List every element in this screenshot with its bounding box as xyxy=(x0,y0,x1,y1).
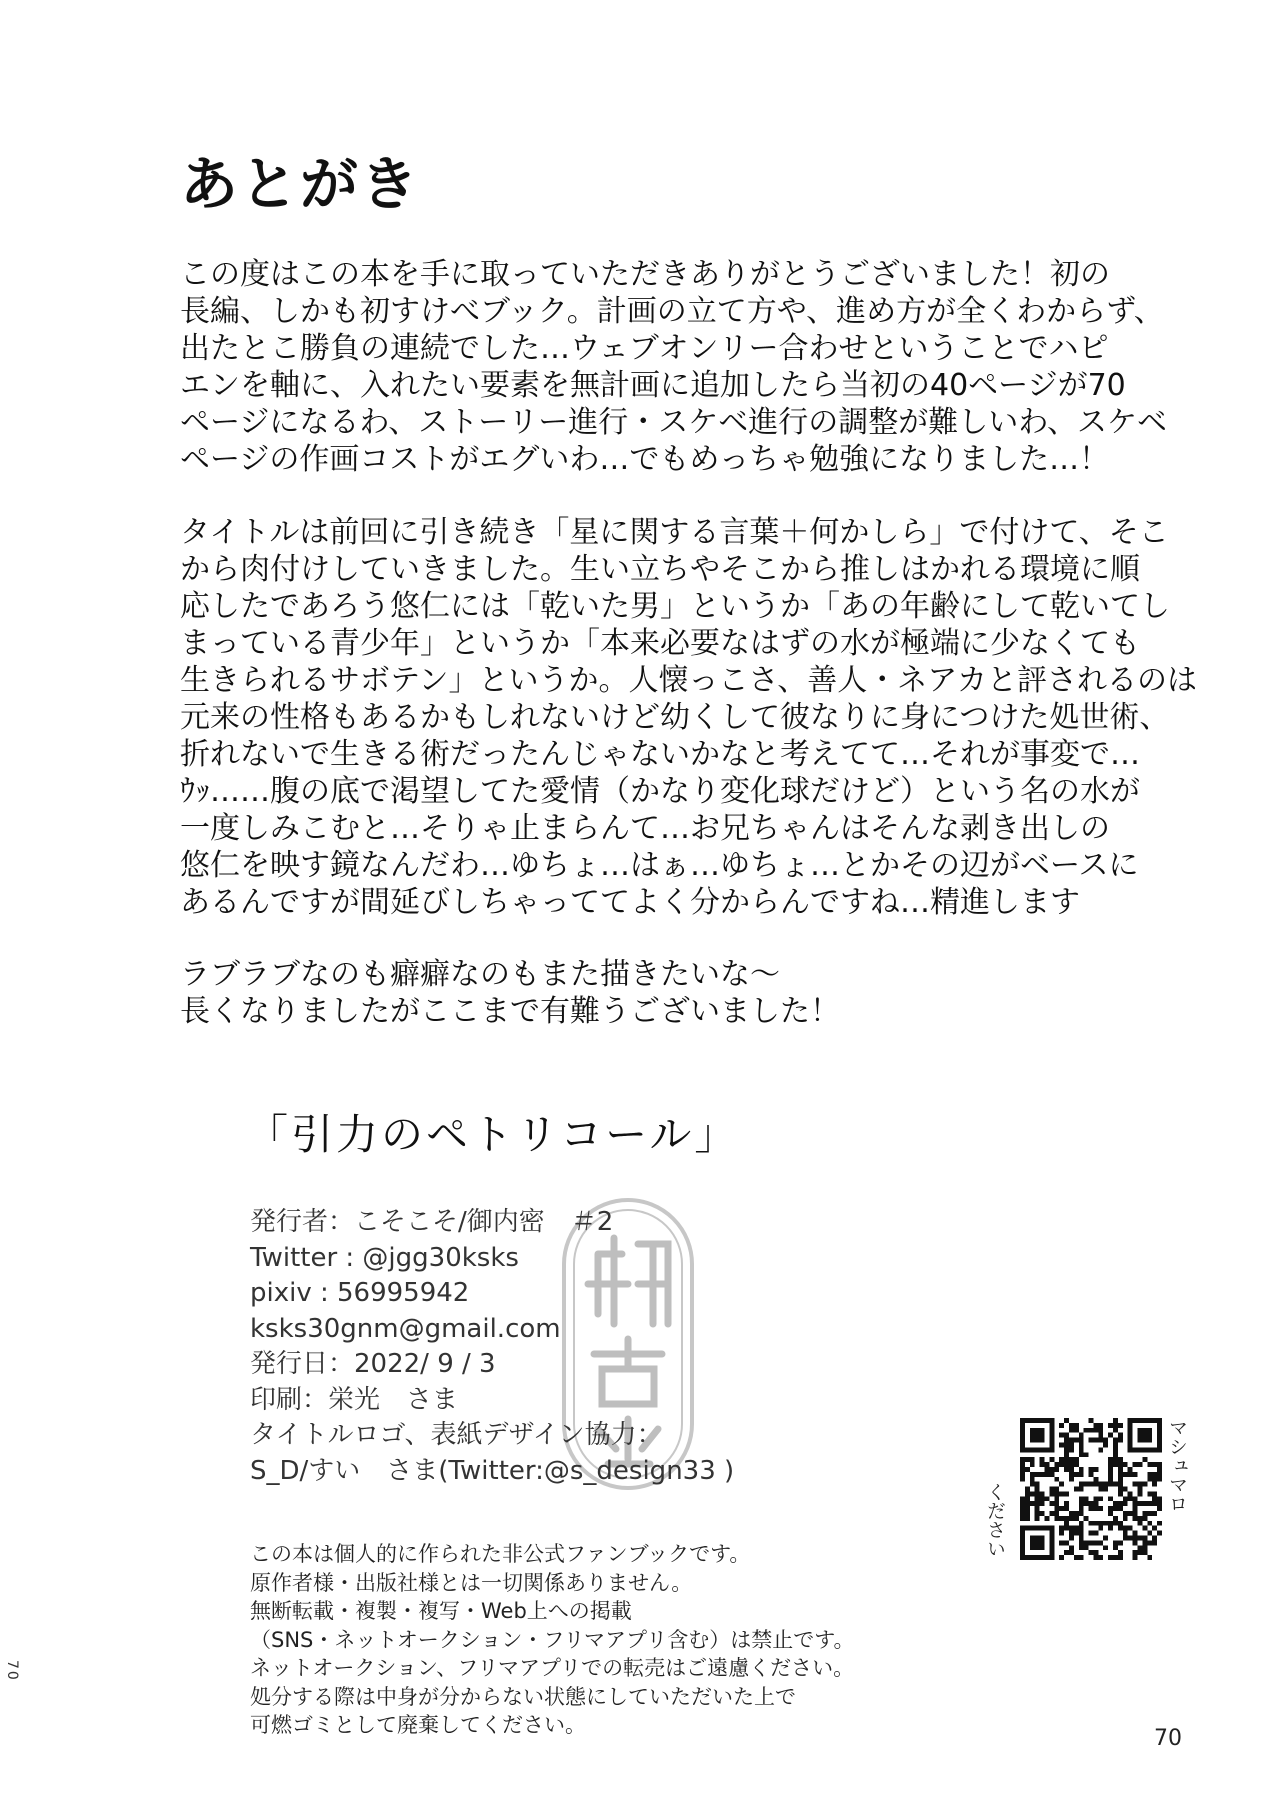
text-line: まっている青少年」というか「本来必要なはずの水が極端に少なくても xyxy=(180,626,1140,661)
colophon-twitter: Twitter : @jgg30ksks xyxy=(250,1242,519,1273)
colophon-pixiv: pixiv : 56995942 xyxy=(250,1278,470,1308)
qr-label-marshmallow: マシュマロ xyxy=(1166,1418,1188,1513)
text-line: 長くなりましたがここまで有難うございました！ xyxy=(180,994,840,1029)
disclaimer xyxy=(250,1540,855,1740)
text-line: 長編、しかも初すけべブック。計画の立て方や、進め方が全くわからず、 xyxy=(180,294,1164,329)
colophon-designer: S_D/すい さま(Twitter:@s_design33 ) xyxy=(250,1455,735,1486)
text-line: 応したであろう悠仁には「乾いた男」というか「あの年齢にして乾いてし xyxy=(180,589,1170,624)
margin-page-number: 70 xyxy=(4,1660,20,1682)
disclaimer-line: 処分する際は中身が分からない状態にしていただいた上で xyxy=(250,1684,796,1709)
text-line: この度はこの本を手に取っていただきありがとうございました！初の xyxy=(180,257,1110,292)
qr-code[interactable] xyxy=(1020,1418,1162,1560)
colophon xyxy=(250,1205,734,1489)
text-line: ページになるわ、ストーリー進行・スケベ進行の調整が難しいわ、スケベ xyxy=(180,405,1167,440)
disclaimer-line: この本は個人的に作られた非公式ファンブックです。 xyxy=(250,1542,751,1566)
text-line: 生きられるサボテン」というか。人懐っこさ、善人・ネアカと評されるのは xyxy=(180,663,1197,698)
qr-finder-pattern xyxy=(1020,1526,1054,1560)
qr-finder-pattern xyxy=(1128,1418,1162,1452)
book-title: 「引力のペトリコール」 xyxy=(246,1110,740,1159)
afterword-heading: あとがき xyxy=(180,150,421,218)
colophon-email: ksks30gnm@gmail.com xyxy=(250,1313,561,1344)
disclaimer-line: 原作者様・出版社様とは一切関係ありません。 xyxy=(250,1570,693,1595)
text-line: 折れないで生きる術だったんじゃないかなと考えてて…それが事変で… xyxy=(180,737,1140,772)
text-line: タイトルは前回に引き続き「星に関する言葉＋何かしら」で付けて、そこ xyxy=(180,515,1169,550)
text-line: あるんですが間延びしちゃっててよく分からんですね…精進します xyxy=(180,885,1080,920)
text-line: 一度しみこむと…そりゃ止まらんて…お兄ちゃんはそんな剥き出しの xyxy=(180,811,1110,846)
colophon-date: 発行日：2022/ 9 / 3 xyxy=(250,1349,496,1379)
text-line: ｳｯ……腹の底で渇望してた愛情（かなり変化球だけど）という名の水が xyxy=(180,774,1140,809)
colophon-printer: 印刷：栄光 さま xyxy=(250,1384,459,1415)
text-line: ページの作画コストがエグいわ…でもめっちゃ勉強になりました…！ xyxy=(180,442,1110,477)
colophon-design-credit: タイトルロゴ、表紙デザイン協力： xyxy=(250,1420,663,1450)
afterword-paragraph-2 xyxy=(180,514,1197,921)
text-line: 出たとこ勝負の連続でした…ウェブオンリー合わせということでハピ xyxy=(180,331,1109,366)
text-line: 元来の性格もあるかもしれないけど幼くして彼なりに身につけた処世術、 xyxy=(180,700,1170,735)
text-line: 悠仁を映す鏡なんだわ…ゆちょ…はぁ…ゆちょ…とかその辺がベースに xyxy=(180,848,1139,883)
text-line: エンを軸に、入れたい要素を無計画に追加したら当初の40ページが70 xyxy=(180,368,1126,403)
disclaimer-line: 無断転載・複製・複写・Web上への掲載 xyxy=(250,1599,632,1623)
qr-label-please: ください xyxy=(984,1482,1006,1558)
qr-finder-pattern xyxy=(1020,1418,1054,1452)
text-line: から肉付けしていきました。生い立ちやそこから推しはかれる環境に順 xyxy=(180,552,1140,587)
disclaimer-line: （SNS・ネットオークション・フリマアプリ含む）は禁止です。 xyxy=(250,1627,855,1652)
colophon-publisher: 発行者：こそこそ/御内密 ＃2 xyxy=(250,1207,614,1237)
afterword-paragraph-3 xyxy=(180,956,1190,1030)
afterword-paragraph-1 xyxy=(180,256,1190,478)
disclaimer-line: 可燃ゴミとして廃棄してください。 xyxy=(250,1713,586,1737)
page-number: 70 xyxy=(1154,1726,1182,1751)
text-line: ラブラブなのも癖癖なのもまた描きたいな〜 xyxy=(180,957,780,992)
disclaimer-line: ネットオークション、フリマアプリでの転売はご遠慮ください。 xyxy=(250,1656,855,1680)
